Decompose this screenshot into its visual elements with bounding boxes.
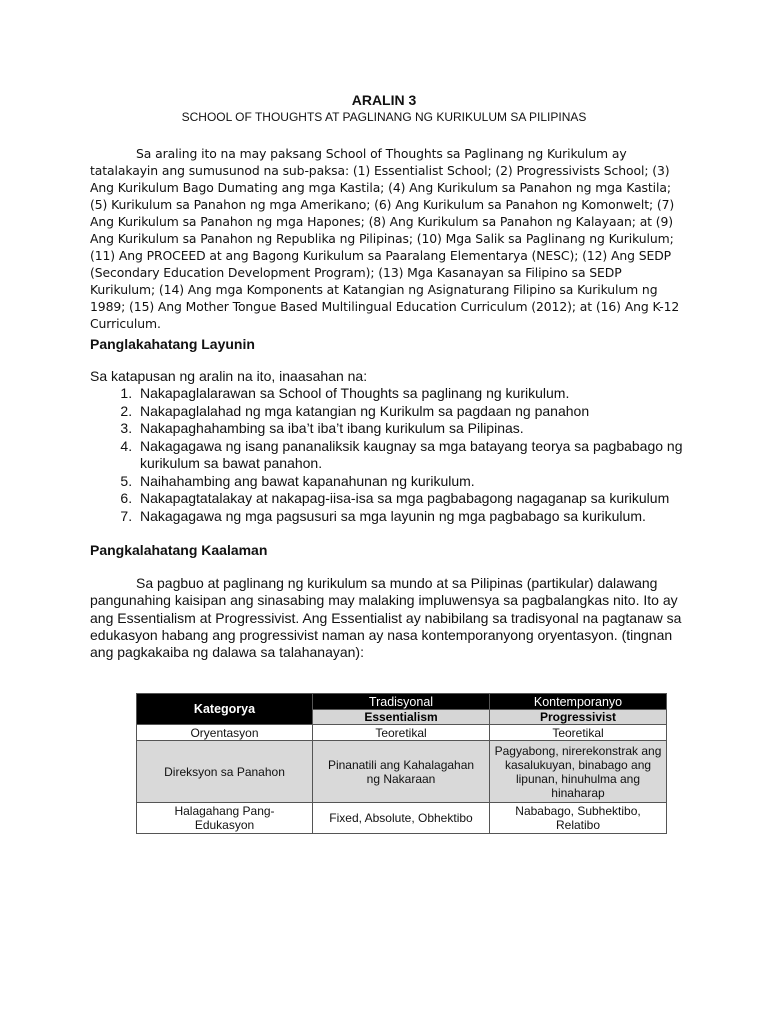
lesson-title: ARALIN 3: [351, 92, 417, 108]
list-item: 2. Nakapaglalahad ng mga katangian ng Kurikulm sa pagdaan ng panahon: [136, 403, 726, 421]
table-row: [137, 803, 667, 834]
list-item: 5. Naihahambing ang bawat kapanahunan ng kurikulum.: [136, 473, 726, 491]
header-category: Kategorya: [137, 694, 313, 725]
knowledge-paragraph: Sa pagbuo at paglinang ng kurikulum sa mundo at sa Pilipinas (partikular) dalawang pangunahing kaisipan ang sinasabing may malaking impluwensya sa pagbalangkas nito. Ito ay ang Essentialism at Progressivist. Ang Essentialist ay nabibilang sa tradisyonal na pagtanaw sa edukasyon habang ang progressivist naman ay nasa kontemporanyong oryentasyon. (tingnan ang pagkakaiba ng dalawa sa talahanayan):: [90, 575, 682, 661]
table-cell-progressivist: Pagyabong, nirerekonstrak ang kasalukuyan, binabago ang lipunan, hinuhulma ang hinaharap: [490, 741, 667, 803]
knowledge-heading: Pangkalahatang Kaalaman: [90, 542, 268, 558]
table-cell-essentialism: Fixed, Absolute, Obhektibo: [313, 803, 490, 834]
list-item: 7. Nakagagawa ng mga pagsusuri sa mga layunin ng mga pagbabago sa kurikulum.: [136, 508, 726, 526]
table-cell-progressivist: Nababago, Subhektibo, Relatibo: [490, 803, 667, 834]
header-contemporary: Kontemporanyo: [490, 694, 667, 710]
list-item: 3. Nakapaghahambing sa iba’t iba’t ibang kurikulum sa Pilipinas.: [136, 420, 726, 438]
table-row: [137, 741, 667, 803]
list-item: 4. Nakagagawa ng isang pananaliksik kaugnay sa mga batayang teorya sa pagbabago ng kurikulum sa bawat panahon.: [136, 438, 726, 473]
table-cell-essentialism: Teoretikal: [313, 725, 490, 741]
objectives-list: [90, 385, 726, 525]
intro-paragraph: Sa araling ito na may paksang School of Thoughts sa Paglinang ng Kurikulum ay tatalakayin ang sumusunod na sub-paksa: (1) Essentialist School; (2) Progressivists School; (3) Ang Kurikulum Bago Dumating ang mga Kastila; (4) Ang Kurikulum sa Panahon ng mga Kastila; (5) Kurikulum sa Panahon ng mga Amerikano; (6) Ang Kurikulum sa Panahon ng Komonwelt; (7) Ang Kurikulum sa Panahon ng mga Hapones; (8) Ang Kurikulum sa Panahon ng Kalayaan; at (9) Ang Kurikulum sa Panahon ng Republika ng Pilipinas; (10) Mga Salik sa Paglinang ng Kurikulum; (11) Ang PROCEED at ang Bagong Kurikulum sa Paaralang Elementarya (NESC); (12) Ang SEDP (Secondary Education Development Program); (13) Mga Kasanayan sa Filipino sa SEDP Kurikulum; (14) Ang mga Komponents at Katangian ng Asignaturang Filipino sa Kurikulum ng 1989; (15) Ang Mother Tongue Based Multilingual Education Curriculum (2012); at (16) Ang K-12 Curriculum.: [90, 146, 680, 331]
list-item: 1. Nakapaglalarawan sa School of Thoughts sa paglinang ng kurikulum.: [136, 385, 726, 403]
table-row: [137, 725, 667, 741]
table-cell-essentialism: Pinanatili ang Kahalagahan ng Nakaraan: [313, 741, 490, 803]
objectives-intro: Sa katapusan ng aralin na ito, inaasahan na:: [90, 368, 368, 384]
header-traditional: Tradisyonal: [313, 694, 490, 710]
table-cell-category: Oryentasyon: [137, 725, 313, 741]
objectives-heading: Panglakahatang Layunin: [90, 336, 255, 352]
header-essentialism: Essentialism: [313, 710, 490, 725]
table-cell-category: Halagahang Pang-Edukasyon: [137, 803, 313, 834]
table-cell-category: Direksyon sa Panahon: [137, 741, 313, 803]
comparison-table: [136, 693, 667, 834]
table-cell-progressivist: Teoretikal: [490, 725, 667, 741]
list-item: 6. Nakapagtatalakay at nakapag-iisa-isa sa mga pagbabagong nagaganap sa kurikulum: [136, 490, 726, 508]
header-progressivist: Progressivist: [490, 710, 667, 725]
lesson-subtitle: SCHOOL OF THOUGHTS AT PAGLINANG NG KURIKULUM SA PILIPINAS: [181, 110, 587, 124]
